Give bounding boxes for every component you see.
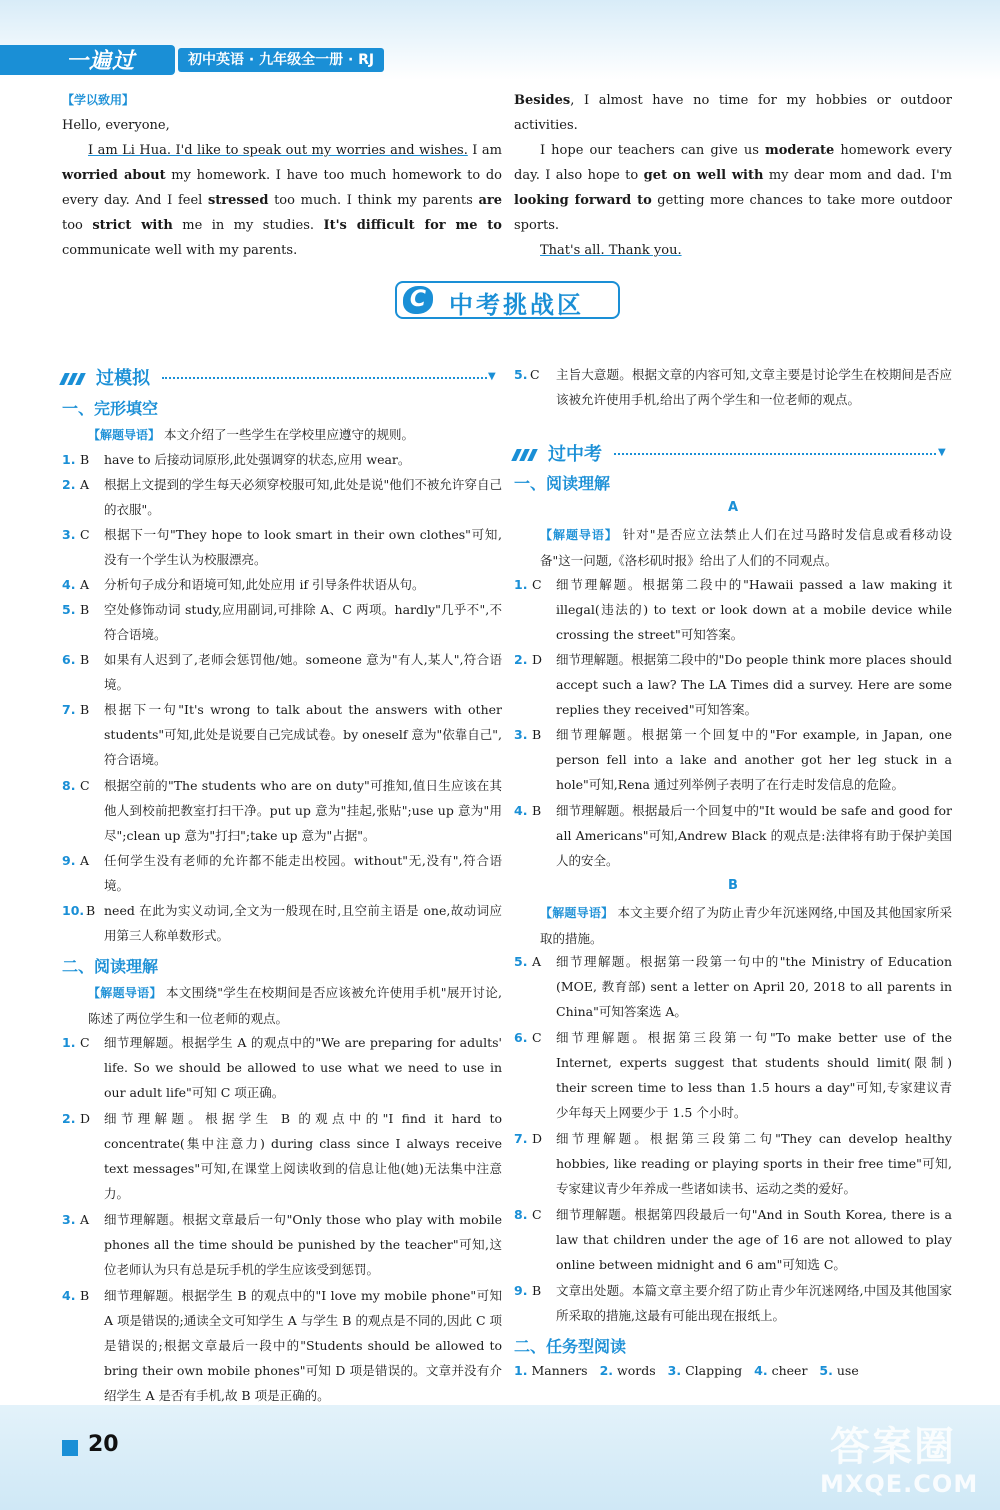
item-answer: C [80,778,90,793]
item-number: 3. [62,1212,76,1227]
item-answer: C [532,577,542,592]
answer-item [514,722,952,797]
item-number: 1. [62,1035,76,1050]
answer-item [514,647,952,722]
answer-item [514,949,952,1024]
item-explanation: 根据空前的"The students who are on duty"可推知,值日生应该在其他人到校前把教室打扫干净。put up 意为"挂起,张贴";use up 意为"用尽";clean up 意为"打扫";take up 意为"占据"。 [104,778,502,843]
item-explanation: 根据下一句"It's wrong to talk about the answers with other students"可知,此处是说要自己完成试卷。by oneself 意为"依靠自己",符合语境。 [104,702,502,767]
answer-item [62,1030,502,1105]
item-answer: A [80,1212,90,1227]
answer-item [62,1283,502,1408]
item-number: 6. [514,1030,528,1045]
answer-item [62,1106,502,1206]
watermark-logo: 答案圈 MXQE.COM [820,1424,979,1498]
chevron-down-icon: ▼ [488,371,496,382]
answer-item [514,1278,952,1328]
item-number: 5. [62,602,76,617]
item-answer: A [80,477,90,492]
item-answer: C [532,1207,542,1222]
item-answer: A [532,954,542,969]
banner-badge: C [403,286,433,314]
item-number: 3. [514,727,528,742]
answer-item [62,1207,502,1282]
item-explanation: have to 后接动词原形,此处强调穿的状态,应用 wear。 [104,452,411,467]
page-number: 20 [88,1432,119,1457]
essay-tag: 【学以致用】 [62,93,135,107]
item-explanation: 细节理解题。根据第四段最后一句"And in South Korea, there is a law that children under the age of 16 are not allowed to play online between midnight and 6 am"可知选 C。 [556,1207,952,1272]
dotted-divider [162,377,487,379]
item-explanation: 细节理解题。根据最后一个回复中的"It would be safe and good for all Americans"可知,Andrew Black 的观点是:法律将有助于保护美国人的安全。 [556,803,952,868]
item-explanation: 细节理解题。根据第一个回复中的"For example, in Japan, one person fell into a lake and another got her leg stuck in a hole"可知,Rena 通过列举例子表明了在行走时发信息的危险。 [556,727,952,792]
subsection-cloze: 一、完形填空 [62,399,159,418]
section-head-guomoni [62,364,502,390]
item-explanation: 文章出处题。本篇文章主要介绍了防止青少年沉迷网络,中国及其他国家所采取的措施,这最有可能出现在报纸上。 [556,1283,952,1323]
item-explanation: 根据上文提到的学生每天必须穿校服可知,此处是说"他们不被允许穿自己的衣服"。 [104,477,502,517]
item-explanation: need 在此为实义动词,全文为一般现在时,且空前主语是 one,故动词应用第三人称单数形式。 [104,903,502,943]
item-answer: A [80,577,90,592]
essay-right [514,88,952,263]
task-answer: 3. Clapping [667,1363,743,1378]
item-explanation: 细节理解题。根据学生 B 的观点中的"I find it hard to concentrate(集中注意力) during class since I always receive text messages"可知,在课堂上阅读收到的信息让他(她)无法集中注意力。 [104,1111,502,1201]
subsection-reading-2: 一、阅读理解 [514,474,611,493]
item-number: 9. [62,853,76,868]
item-number: 9. [514,1283,528,1298]
essay-paragraph-3: I hope our teachers can give us moderate homework every day. I also hope to get on well with my dear mom and dad. I'm looking forward to getting more chances to take more outdoor sports. [514,143,953,233]
item-number: 2. [62,1111,76,1126]
item-answer: B [80,702,90,717]
item-explanation: 根据下一句"They hope to look smart in their own clothes"可知,没有一个学生认为校服漂亮。 [104,527,502,567]
item-number: 7. [514,1131,528,1146]
item-number: 6. [62,652,76,667]
answer-item [62,572,502,597]
answer-item [62,697,502,772]
answer-item [514,1126,952,1201]
answer-item [62,773,502,848]
guide-2: 【解题导语】 本文围绕"学生在校期间是否应该被允许使用手机"展开讨论,陈述了两位学生和一位老师的观点。 [88,985,502,1026]
part-label-a: A [728,500,739,515]
section-title: 过中考 [548,444,602,465]
chevron-down-icon: ▼ [938,447,946,458]
task-answer: 1. Manners [514,1363,588,1378]
task-answer: 5. use [819,1363,859,1378]
guide-1: 【解题导语】 本文介绍了一些学生在学校里应遵守的规则。 [88,427,414,442]
answer-item [62,447,502,472]
section-banner [395,281,620,319]
item-explanation: 细节理解题。根据第一段第一句中的"the Ministry of Education (MOE, 教育部) sent a letter on April 20, 2018 to all parents in China"可知答案选 A。 [556,954,952,1019]
item-explanation: 分析句子成分和语境可知,此处应用 if 引导条件状语从句。 [104,577,425,592]
item-explanation: 细节理解题。根据文章最后一句"Only those who play with mobile phones all the time should be punished by the teacher"可知,这位老师认为只有总是玩手机的学生应该受到惩罚。 [104,1212,502,1277]
essay-paragraph-1: I am Li Hua. I'd like to speak out my worries and wishes. I am worried about my homework. I have too much homework to do every day. And I feel stressed too much. I think my parents are too strict with me in my studies. It's difficult for me to communicate well with my parents. [62,143,502,258]
essay-closing: That's all. Thank you. [540,243,682,258]
item-explanation: 细节理解题。根据第二段中的"Do people think more places should accept such a law? The LA Times did a survey. Here are some replies they received"可知答案。 [556,652,952,717]
answer-item [62,597,502,647]
item-explanation: 任何学生没有老师的允许都不能走出校园。without"无,没有",符合语境。 [104,853,502,893]
item-number: 1. [514,577,528,592]
item-explanation: 细节理解题。根据第二段中的"Hawaii passed a law making it illegal(违法的) to text or look down at a mobile device while crossing the street"可知答案。 [556,577,952,642]
item-answer: C [80,1035,90,1050]
subsection-reading: 二、阅读理解 [62,957,159,976]
brand-logo: 一遍过 [66,49,136,74]
answer-item [62,522,502,572]
task-answer: 2. words [599,1363,656,1378]
essay-left [62,88,502,263]
item-explanation: 细节理解题。根据学生 A 的观点中的"We are preparing for adults' life. So we should be allowed to use what we need to use in our adult life"可知 C 项正确。 [104,1035,502,1100]
item-explanation: 空处修饰动词 study,应用副词,可排除 A、C 两项。hardly"几乎不",不符合语境。 [104,602,502,642]
item-explanation: 细节理解题。根据学生 B 的观点中的"I love my mobile phone"可知 A 项是错误的;通读全文可知学生 A 与学生 B 的观点是不同的,因此 C 项是错误的;根据文章最后一段中的"Students should be allowed to bring their own mobile phones"可知 D 项是错误的。文章并没有介绍学生 A 是否有手机,故 B 项是正确的。 [104,1288,502,1403]
section-head-guozhongkao [514,440,952,466]
part-label-b: B [728,878,738,893]
answer-item [514,1202,952,1277]
item-number: 10. [62,903,85,918]
book-subtitle: 初中英语 · 九年级全一册 · RJ [178,48,384,72]
answer-item [62,848,502,898]
section-mark-icon [514,446,542,460]
section-title: 过模拟 [96,368,150,389]
item-number: 4. [62,1288,76,1303]
item-number: 5. [514,954,528,969]
item-number: 4. [514,803,528,818]
answer-item [62,898,502,948]
subsection-task-reading: 二、任务型阅读 [514,1337,627,1356]
task-answer: 4. cheer [754,1363,808,1378]
item-number: 3. [62,527,76,542]
item-answer: B [80,452,90,467]
task-answers [514,1358,952,1383]
item-number: 8. [514,1207,528,1222]
guide-b: 【解题导语】 本文主要介绍了为防止青少年沉迷网络,中国及其他国家所采取的措施。 [540,905,952,946]
item-number: 2. [514,652,528,667]
dotted-divider [614,453,936,455]
answer-item [62,647,502,697]
item-answer: B [532,803,542,818]
item-number: 8. [62,778,76,793]
essay-greeting: Hello, everyone, [62,118,170,133]
answer-item: 5. C 主旨大意题。根据文章的内容可知,文章主要是讨论学生在校期间是否应该被允许使用手机,给出了两个学生和一位老师的观点。 [514,367,952,407]
item-explanation: 细节理解题。根据第三段第二句"They can develop healthy hobbies, like reading or playing sports in their free time"可知,专家建议青少年养成一些诸如读书、运动之类的爱好。 [556,1131,952,1196]
item-answer: D [532,1131,543,1146]
item-answer: C [532,1030,542,1045]
item-explanation: 细节理解题。根据第三段第一句"To make better use of the Internet, experts suggest that students should limit(限制) their screen time to less than 1.5 hours a day"可知,专家建议青少年每天上网要少于 1.5 个小时。 [556,1030,952,1120]
item-answer: C [80,527,90,542]
item-number: 7. [62,702,76,717]
item-answer: B [80,652,90,667]
item-number: 1. [62,452,76,467]
item-answer: B [86,903,96,918]
answer-item [514,1025,952,1125]
answer-item [514,798,952,873]
answer-item [62,472,502,522]
item-number: 2. [62,477,76,492]
section-mark-icon [62,370,90,384]
essay-paragraph-2: Besides, I almost have no time for my hobbies or outdoor activities. [514,93,952,133]
answer-item [514,572,952,647]
banner-title: 中考挑战区 [449,291,584,319]
item-number: 4. [62,577,76,592]
page-marker [62,1440,78,1456]
item-answer: B [80,602,90,617]
item-answer: A [80,853,90,868]
item-answer: D [532,652,543,667]
guide-a: 【解题导语】 针对"是否应立法禁止人们在过马路时发信息或看移动设备"这一问题,《洛杉矶时报》给出了人们的不同观点。 [540,527,952,568]
item-answer: B [532,727,542,742]
item-explanation: 如果有人迟到了,老师会惩罚他/她。someone 意为"有人,某人",符合语境。 [104,652,502,692]
item-answer: D [80,1111,91,1126]
item-answer: B [532,1283,542,1298]
item-answer: B [80,1288,90,1303]
